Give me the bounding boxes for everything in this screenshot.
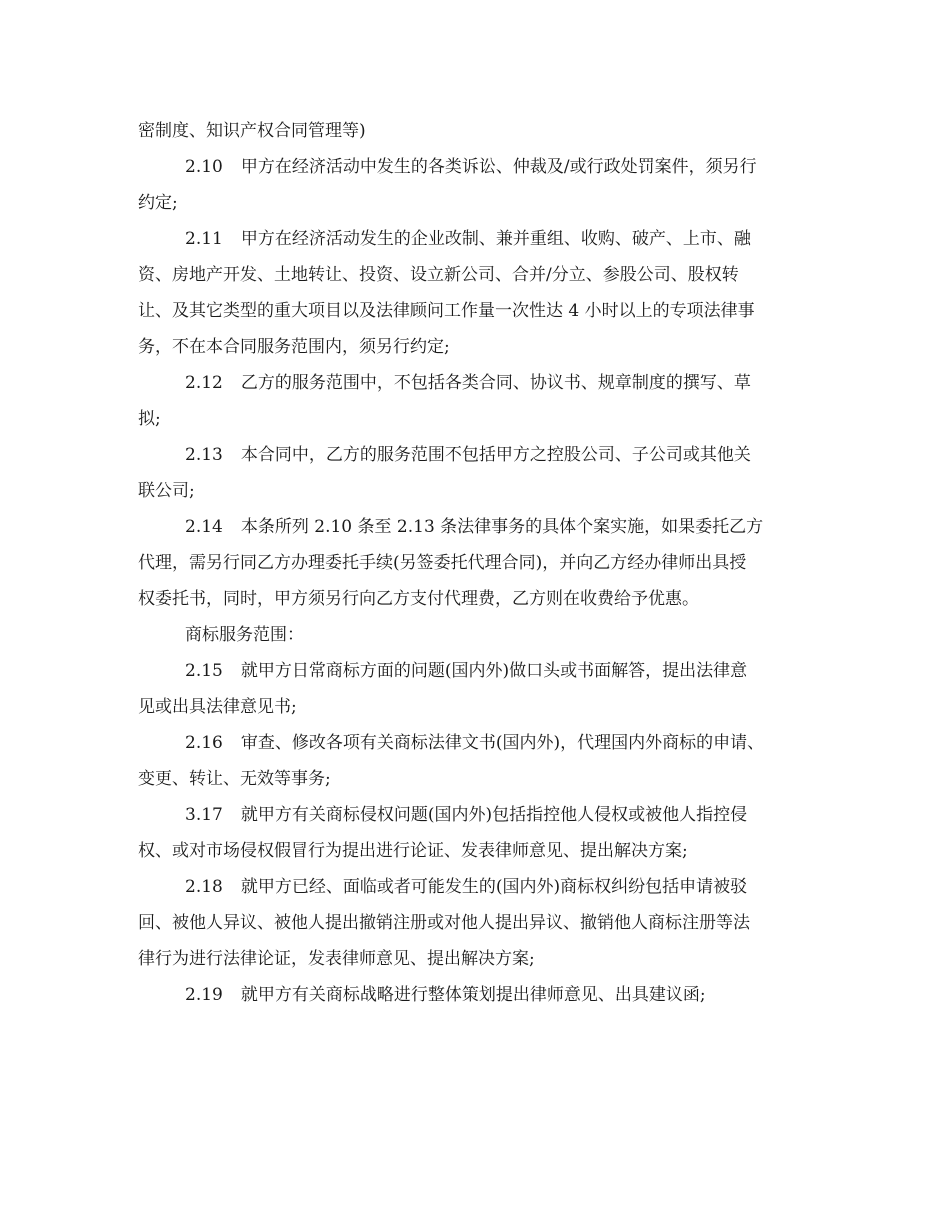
line-text: 就甲方已经、面临或者可能发生的(国内外)商标权纠纷包括申请被驳 bbox=[240, 877, 748, 897]
clause-number: 2.12 bbox=[185, 373, 223, 393]
line-text: 约定; bbox=[138, 193, 178, 213]
line-text: 见或出具法律意见书; bbox=[138, 697, 297, 717]
clause-number: 2.11 bbox=[185, 229, 223, 249]
text-line bbox=[138, 653, 814, 689]
clause-2-12 bbox=[138, 365, 814, 437]
document-body bbox=[138, 113, 814, 1013]
line-text: 商标服务范围： bbox=[185, 625, 304, 645]
line-text: 就甲方有关商标侵权问题(国内外)包括指控他人侵权或被他人指控侵 bbox=[240, 805, 748, 825]
clause-number: 2.18 bbox=[185, 877, 223, 897]
line-text: 让、及其它类型的重大项目以及法律顾问工作量一次性达 4 小时以上的专项法律事 bbox=[138, 301, 755, 321]
text-line bbox=[138, 545, 814, 581]
clause-number: 2.16 bbox=[185, 733, 223, 753]
text-line bbox=[138, 725, 814, 761]
text-line bbox=[138, 329, 814, 365]
clause-2-18 bbox=[138, 869, 814, 977]
text-line bbox=[138, 221, 814, 257]
line-text: 变更、转让、无效等事务; bbox=[138, 769, 331, 789]
clause-number: 2.13 bbox=[185, 445, 223, 465]
line-text: 权、或对市场侵权假冒行为提出进行论证、发表律师意见、提出解决方案; bbox=[138, 841, 688, 861]
text-line bbox=[138, 689, 814, 725]
line-text: 回、被他人异议、被他人提出撤销注册或对他人提出异议、撤销他人商标注册等法 bbox=[138, 913, 750, 933]
text-line bbox=[138, 257, 814, 293]
text-line bbox=[138, 941, 814, 977]
line-text: 密制度、知识产权合同管理等) bbox=[138, 121, 366, 141]
line-text: 拟; bbox=[138, 409, 161, 429]
line-text: 本条所列 2.10 条至 2.13 条法律事务的具体个案实施，如果委托乙方 bbox=[240, 517, 764, 537]
text-line bbox=[138, 185, 814, 221]
text-line bbox=[138, 617, 814, 653]
text-line bbox=[138, 869, 814, 905]
line-text: 就甲方日常商标方面的问题(国内外)做口头或书面解答，提出法律意 bbox=[240, 661, 748, 681]
line-text: 权委托书，同时，甲方须另行向乙方支付代理费，乙方则在收费给予优惠。 bbox=[138, 589, 699, 609]
line-text: 代理，需另行同乙方办理委托手续(另签委托代理合同)，并向乙方经办律师出具授 bbox=[138, 553, 747, 573]
line-text: 审查、修改各项有关商标法律文书(国内外)，代理国内外商标的申请、 bbox=[240, 733, 765, 753]
line-text: 甲方在经济活动发生的企业改制、兼并重组、收购、破产、上市、融 bbox=[240, 229, 751, 249]
clause-number: 2.19 bbox=[185, 985, 223, 1005]
section-heading bbox=[138, 617, 814, 653]
clause-3-17 bbox=[138, 797, 814, 869]
line-text: 本合同中，乙方的服务范围不包括甲方之控股公司、子公司或其他关 bbox=[240, 445, 751, 465]
text-line bbox=[138, 365, 814, 401]
clause-number: 2.10 bbox=[185, 157, 223, 177]
text-line bbox=[138, 437, 814, 473]
text-line bbox=[138, 293, 814, 329]
clause-2-11 bbox=[138, 221, 814, 365]
text-line bbox=[138, 833, 814, 869]
line-text: 务，不在本合同服务范围内，须另行约定; bbox=[138, 337, 450, 357]
clause-number: 2.14 bbox=[185, 517, 223, 537]
clause-2-13 bbox=[138, 437, 814, 509]
text-line bbox=[138, 581, 814, 617]
text-line bbox=[138, 113, 814, 149]
line-text: 资、房地产开发、土地转让、投资、设立新公司、合并/分立、参股公司、股权转 bbox=[138, 265, 739, 285]
text-line bbox=[138, 797, 814, 833]
clause-2-15 bbox=[138, 653, 814, 725]
clause-2-10 bbox=[138, 149, 814, 221]
clause-2-14 bbox=[138, 509, 814, 617]
text-line bbox=[138, 761, 814, 797]
text-line bbox=[138, 509, 814, 545]
clause-2-16 bbox=[138, 725, 814, 797]
clause-2-19 bbox=[138, 977, 814, 1013]
text-line bbox=[138, 401, 814, 437]
text-line bbox=[138, 149, 814, 185]
clause-number: 2.15 bbox=[185, 661, 223, 681]
line-text: 联公司; bbox=[138, 481, 195, 501]
text-line bbox=[138, 905, 814, 941]
line-text: 就甲方有关商标战略进行整体策划提出律师意见、出具建议函; bbox=[240, 985, 706, 1005]
text-line bbox=[138, 977, 814, 1013]
text-line bbox=[138, 473, 814, 509]
line-text: 乙方的服务范围中，不包括各类合同、协议书、规章制度的撰写、草 bbox=[240, 373, 751, 393]
continued-paragraph bbox=[138, 113, 814, 149]
clause-number: 3.17 bbox=[185, 805, 223, 825]
line-text: 甲方在经济活动中发生的各类诉讼、仲裁及/或行政处罚案件，须另行 bbox=[240, 157, 757, 177]
line-text: 律行为进行法律论证，发表律师意见、提出解决方案; bbox=[138, 949, 535, 969]
